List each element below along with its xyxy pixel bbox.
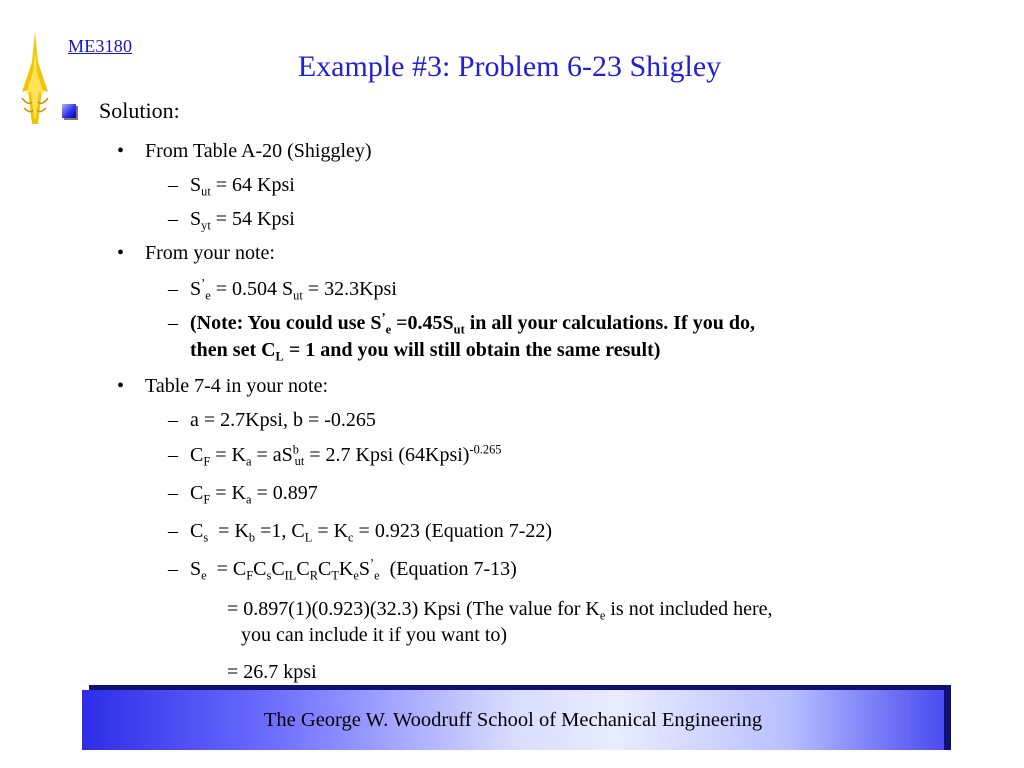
dash-icon: – [168,208,178,230]
bullet-dot-icon: • [117,140,125,162]
bullet-table-a20: From Table A-20 (Shiggley) [145,140,372,162]
cf-value: $C_F = K_a = 0.897$ [190,482,318,507]
syt-value: $S_{yt} = 54$ Kpsi [190,208,295,233]
square-bullet-icon [62,104,76,118]
solution-heading: Solution: [99,98,180,123]
dash-icon: – [168,409,178,431]
bullet-from-note: From your note: [145,242,275,264]
dash-icon: – [168,312,178,334]
a-b-values: a = 2.7Kpsi, b = -0.265 [190,409,376,431]
se-prime-value: $S^’_e = 0.504$ $S_{ut}$ = 32.3Kpsi [190,276,397,303]
sut-value: $S_{ut} = 64$ Kpsi [190,174,295,199]
bullet-table-7-4: Table 7-4 in your note: [145,375,328,397]
se-equation: $S_e = C_FC_sC_{IL}C_RC_TK_eS^’_e$ (Equation 7-13) [190,556,517,583]
bullet-dot-icon: • [117,375,125,397]
note-line-1: (Note: You could use $S^’_e =0.45S_{ut}$ in all your calculations. If you do, [190,310,755,337]
dash-icon: – [168,174,178,196]
dash-icon: – [168,444,178,466]
course-tag: ME3180 [68,36,133,56]
cf-formula: $C_F = K_a = aS^b_{ut} = 2.7$ Kpsi (64Kpsi)$^{-0.265}$ [190,442,502,469]
bullet-dot-icon: • [117,242,125,264]
se-result: = 26.7 kpsi [227,661,317,683]
slide-title: Example #3: Problem 6-23 Shigley [297,50,722,83]
note-line-2: then set $C_L = 1$ and you will still obtain the same result) [190,339,661,364]
se-calculation-line-1: = 0.897(1)(0.923)(32.3) Kpsi (The value for $K_e$ is not included here, [227,598,773,623]
se-calculation-line-2: you can include it if you want to) [241,624,508,646]
cs-cl-values: $C_s = K_b =1$, $C_L = K_c = 0.923$ (Equation 7-22) [190,520,553,545]
dash-icon: – [168,482,178,504]
dash-icon: – [168,278,178,300]
footer-banner [82,690,944,750]
dash-icon: – [168,558,178,580]
footer-text: The George W. Woodruff School of Mechanical Engineering [263,708,763,731]
dash-icon: – [168,520,178,542]
